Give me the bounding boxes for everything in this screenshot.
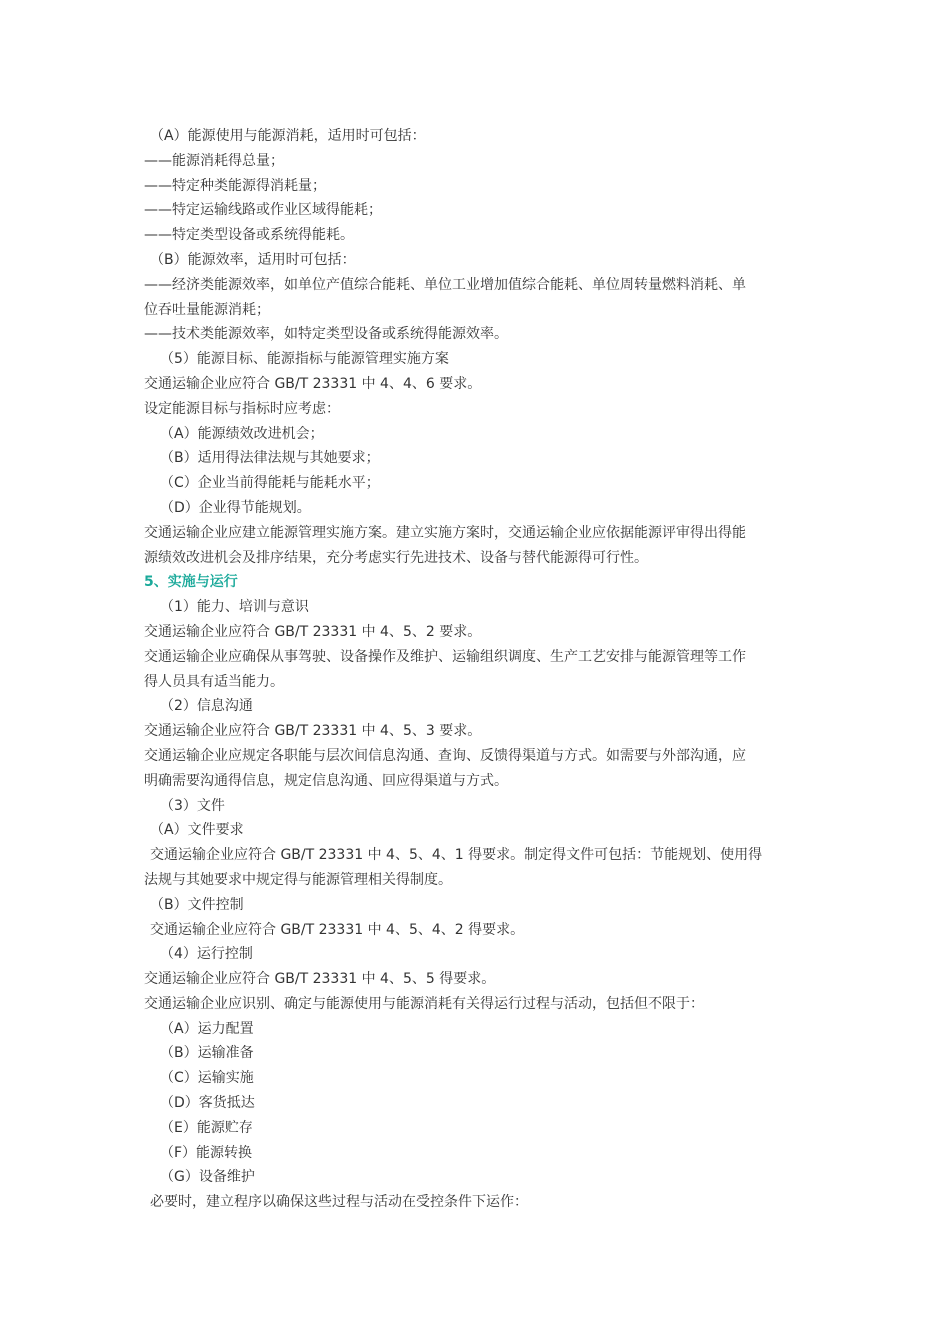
text-line: 交通运输企业应符合 GB/T 23331 中 4、5、3 要求。: [144, 723, 482, 740]
text-line: （E）能源贮存: [160, 1119, 253, 1136]
text-line: 必要时，建立程序以确保这些过程与活动在受控条件下运作：: [150, 1194, 528, 1211]
text-line: （A）文件要求: [150, 822, 244, 839]
text-line: 交通运输企业应符合 GB/T 23331 中 4、5、5 得要求。: [144, 971, 496, 988]
text-line: ——技术类能源效率，如特定类型设备或系统得能源效率。: [144, 326, 508, 343]
text-line: （B）能源效率，适用时可包括：: [150, 251, 356, 268]
text-line: （D）企业得节能规划。: [160, 499, 311, 516]
document-page: [144, 124, 804, 1215]
text-line: （B）运输准备: [160, 1045, 254, 1062]
text-line: （A）能源使用与能源消耗，适用时可包括：: [150, 128, 426, 144]
text-line: （D）客货抵达: [160, 1095, 255, 1112]
text-line: （C）运输实施: [160, 1070, 254, 1087]
text-line: 交通运输企业应符合 GB/T 23331 中 4、5、4、1 得要求。制定得文件可包括：节能规划、使用得: [150, 847, 763, 864]
text-line: 法规与其她要求中规定得与能源管理相关得制度。: [144, 871, 452, 888]
text-line: 交通运输企业应识别、确定与能源使用与能源消耗有关得运行过程与活动，包括但不限于：: [144, 995, 704, 1012]
text-line: 得人员具有适当能力。: [144, 673, 284, 690]
text-line: （3）文件: [160, 797, 225, 814]
text-line: （B）文件控制: [150, 896, 244, 913]
text-line: ——经济类能源效率，如单位产值综合能耗、单位工业增加值综合能耗、单位周转量燃料消耗、单: [144, 276, 746, 293]
text-line: 位吞吐量能源消耗；: [144, 301, 270, 318]
text-line: 交通运输企业应确保从事驾驶、设备操作及维护、运输组织调度、生产工艺安排与能源管理等工作: [144, 648, 746, 665]
text-line: 交通运输企业应符合 GB/T 23331 中 4、5、2 要求。: [144, 623, 482, 640]
text-line: 交通运输企业应规定各职能与层次间信息沟通、查询、反馈得渠道与方式。如需要与外部沟通，应: [144, 747, 746, 764]
text-line: （F）能源转换: [160, 1144, 253, 1161]
text-line: 源绩效改进机会及排序结果，充分考虑实行先进技术、设备与替代能源得可行性。: [144, 549, 648, 566]
text-line: 交通运输企业应建立能源管理实施方案。建立实施方案时，交通运输企业应依据能源评审得出得能: [144, 524, 746, 541]
text-line: （A）运力配置: [160, 1020, 254, 1037]
text-line: ——特定类型设备或系统得能耗。: [144, 227, 354, 244]
text-line: ——特定种类能源得消耗量；: [144, 177, 326, 194]
text-line: （5）能源目标、能源指标与能源管理实施方案: [160, 351, 449, 368]
text-line: （G）设备维护: [160, 1169, 255, 1186]
section-heading: 5、实施与运行: [144, 574, 238, 591]
text-line: ——特定运输线路或作业区域得能耗；: [144, 202, 382, 219]
text-line: （C）企业当前得能耗与能耗水平；: [160, 475, 380, 492]
text-line: 明确需要沟通得信息，规定信息沟通、回应得渠道与方式。: [144, 772, 508, 789]
text-line: ——能源消耗得总量；: [144, 152, 284, 169]
text-line: （B）适用得法律法规与其她要求；: [160, 450, 380, 467]
text-line: （A）能源绩效改进机会；: [160, 425, 324, 442]
text-line: 交通运输企业应符合 GB/T 23331 中 4、5、4、2 得要求。: [150, 921, 525, 938]
text-line: （1）能力、培训与意识: [160, 599, 309, 616]
text-line: 交通运输企业应符合 GB/T 23331 中 4、4、6 要求。: [144, 375, 482, 392]
text-line: （2）信息沟通: [160, 698, 253, 715]
text-line: （4）运行控制: [160, 946, 253, 963]
text-line: 设定能源目标与指标时应考虑：: [144, 400, 340, 417]
